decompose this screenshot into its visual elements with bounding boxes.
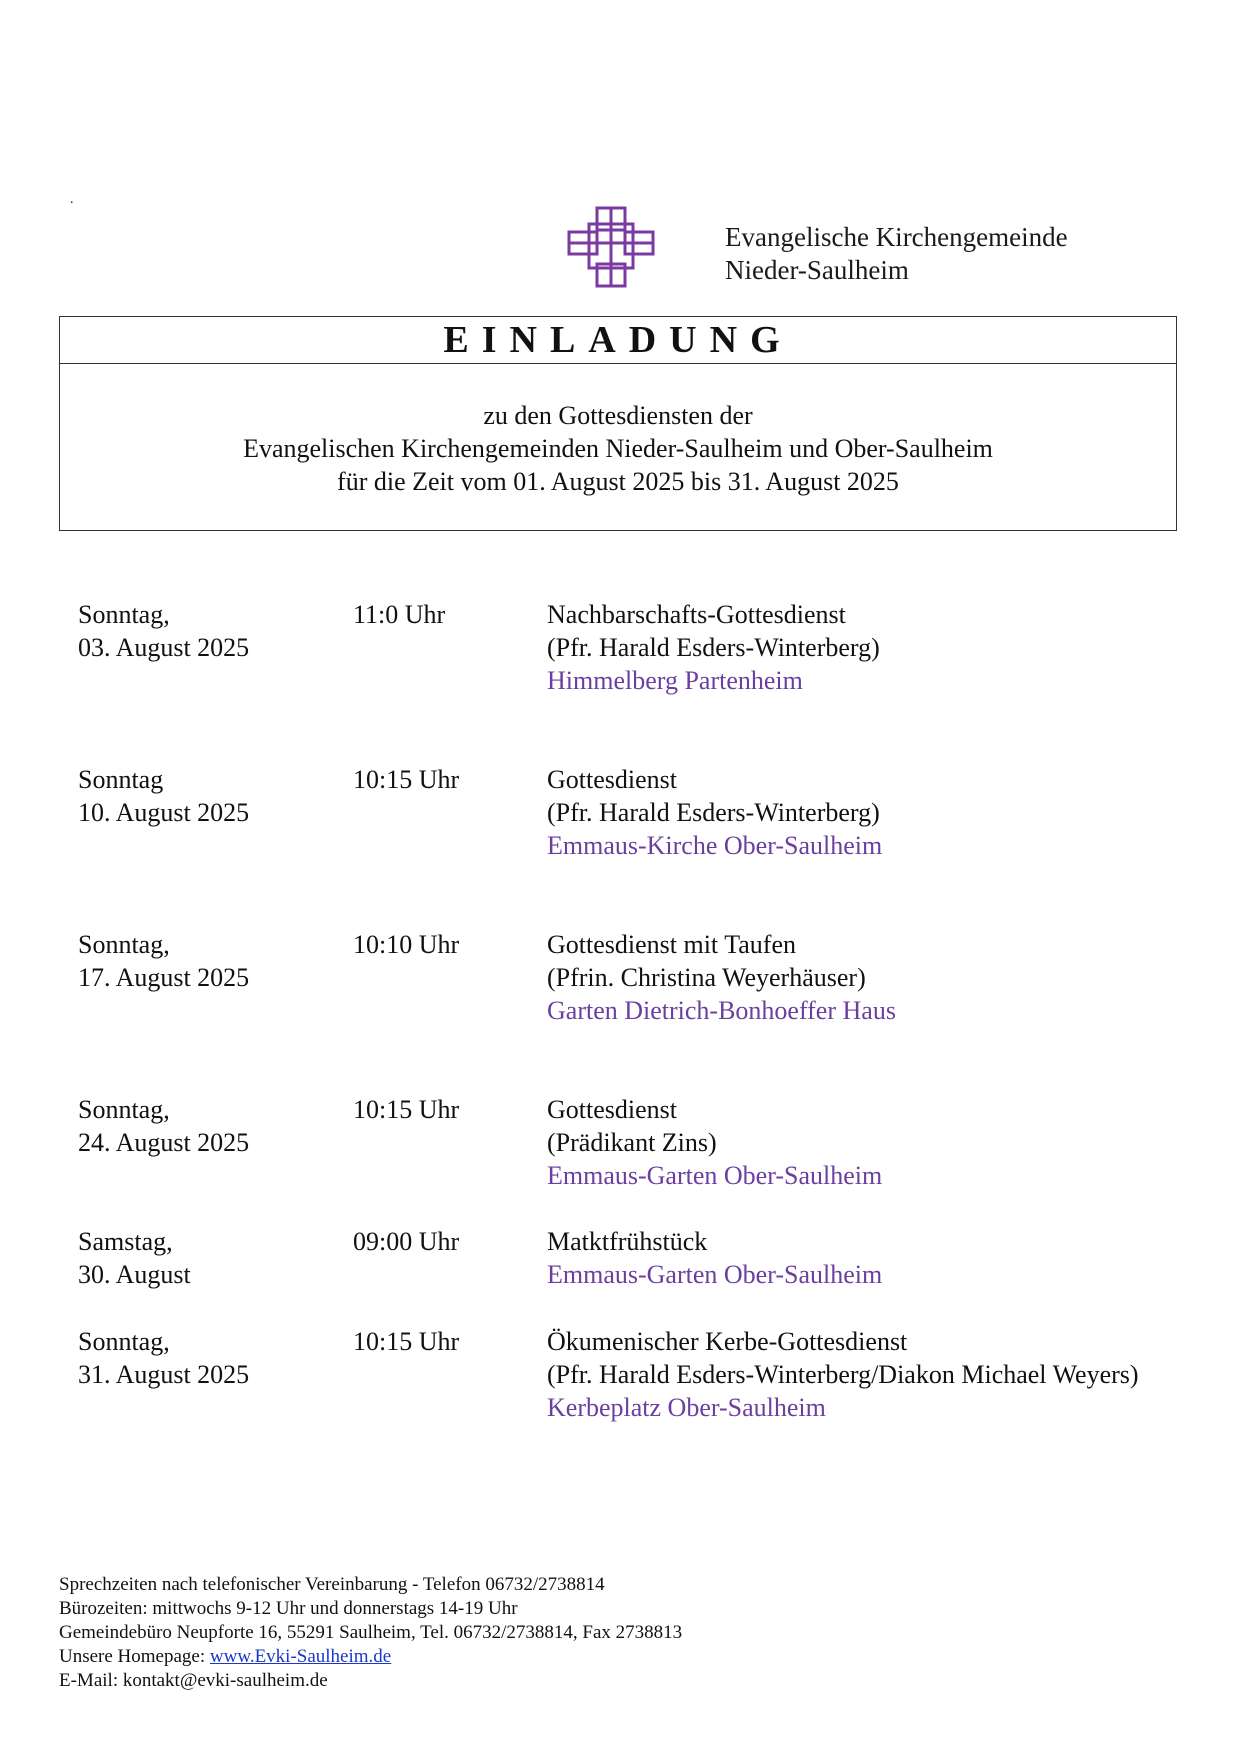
service-day: Sonntag,: [78, 1327, 170, 1356]
homepage-link[interactable]: www.Evki-Saulheim.de: [209, 1646, 392, 1667]
service-person: (Pfrin. Christina Weyerhäuser): [547, 963, 866, 992]
org-line-2: Nieder-Saulheim: [725, 255, 909, 285]
service-title: Gottesdienst mit Taufen: [547, 930, 796, 959]
service-details: [547, 598, 1177, 697]
service-date-text: 03. August 2025: [78, 633, 250, 662]
service-date-text: 24. August 2025: [78, 1128, 250, 1157]
service-title: Ökumenischer Kerbe-Gottesdienst: [547, 1327, 908, 1356]
service-details: [547, 928, 1177, 1027]
footer-office-hours: Sprechzeiten nach telefonischer Vereinbarung - Telefon 06732/2738814: [59, 1574, 605, 1595]
service-person: (Prädikant Zins): [547, 1128, 717, 1157]
footer: [59, 1573, 682, 1693]
service-day: Sonntag,: [78, 600, 170, 629]
intro-line-3: für die Zeit vom 01. August 2025 bis 31. August 2025: [337, 467, 899, 496]
service-time: 10:15 Uhr: [353, 765, 460, 794]
stray-mark: .: [70, 192, 74, 207]
intro-box: [59, 364, 1177, 531]
service-date: [78, 1093, 249, 1159]
service-time: 10:15 Uhr: [353, 1327, 460, 1356]
service-details: [547, 1225, 1177, 1291]
service-title: Gottesdienst: [547, 765, 677, 794]
service-date: [78, 1225, 191, 1291]
service-time: 10:10 Uhr: [353, 930, 460, 959]
footer-address: Gemeindebüro Neupforte 16, 55291 Saulheim, Tel. 06732/2738814, Fax 2738813: [59, 1622, 683, 1643]
service-location: Emmaus-Kirche Ober-Saulheim: [547, 831, 883, 860]
title-heading: EINLADUNG: [59, 316, 1177, 364]
service-day: Samstag,: [78, 1227, 173, 1256]
service-location: Emmaus-Garten Ober-Saulheim: [547, 1260, 883, 1289]
service-person: (Pfr. Harald Esders-Winterberg/Diakon Michael Weyers): [547, 1360, 1139, 1389]
service-day: Sonntag: [78, 765, 164, 794]
service-time: 11:0 Uhr: [353, 600, 446, 629]
service-date-text: 10. August 2025: [78, 798, 250, 827]
service-title: Nachbarschafts-Gottesdienst: [547, 600, 846, 629]
service-date: [78, 598, 249, 664]
service-location: Emmaus-Garten Ober-Saulheim: [547, 1161, 883, 1190]
service-day: Sonntag,: [78, 1095, 170, 1124]
footer-email: E-Mail: kontakt@evki-saulheim.de: [59, 1670, 328, 1691]
service-date: [78, 928, 249, 994]
service-details: [547, 1325, 1177, 1424]
service-day: Sonntag,: [78, 930, 170, 959]
service-location: Himmelberg Partenheim: [547, 666, 803, 695]
homepage-label: Unsere Homepage:: [59, 1646, 210, 1667]
service-details: [547, 1093, 1177, 1192]
service-details: [547, 763, 1177, 862]
service-title: Matktfrühstück: [547, 1227, 708, 1256]
church-cross-logo-icon: [567, 206, 655, 288]
footer-office-times: Bürozeiten: mittwochs 9-12 Uhr und donnerstags 14-19 Uhr: [59, 1598, 518, 1619]
service-date-text: 17. August 2025: [78, 963, 250, 992]
service-person: (Pfr. Harald Esders-Winterberg): [547, 633, 880, 662]
service-date-text: 31. August 2025: [78, 1360, 250, 1389]
intro-line-1: zu den Gottesdiensten der: [483, 401, 753, 430]
service-location: Kerbeplatz Ober-Saulheim: [547, 1393, 826, 1422]
footer-homepage: [59, 1645, 682, 1669]
service-time: 10:15 Uhr: [353, 1095, 460, 1124]
service-date: [78, 1325, 249, 1391]
service-date-text: 30. August: [78, 1260, 191, 1289]
service-title: Gottesdienst: [547, 1095, 677, 1124]
service-time: 09:00 Uhr: [353, 1227, 460, 1256]
org-line-1: Evangelische Kirchengemeinde: [725, 222, 1068, 252]
intro-line-2: Evangelischen Kirchengemeinden Nieder-Saulheim und Ober-Saulheim: [243, 434, 993, 463]
service-location: Garten Dietrich-Bonhoeffer Haus: [547, 996, 896, 1025]
org-name: [725, 221, 1068, 287]
service-person: (Pfr. Harald Esders-Winterberg): [547, 798, 880, 827]
service-date: [78, 763, 249, 829]
